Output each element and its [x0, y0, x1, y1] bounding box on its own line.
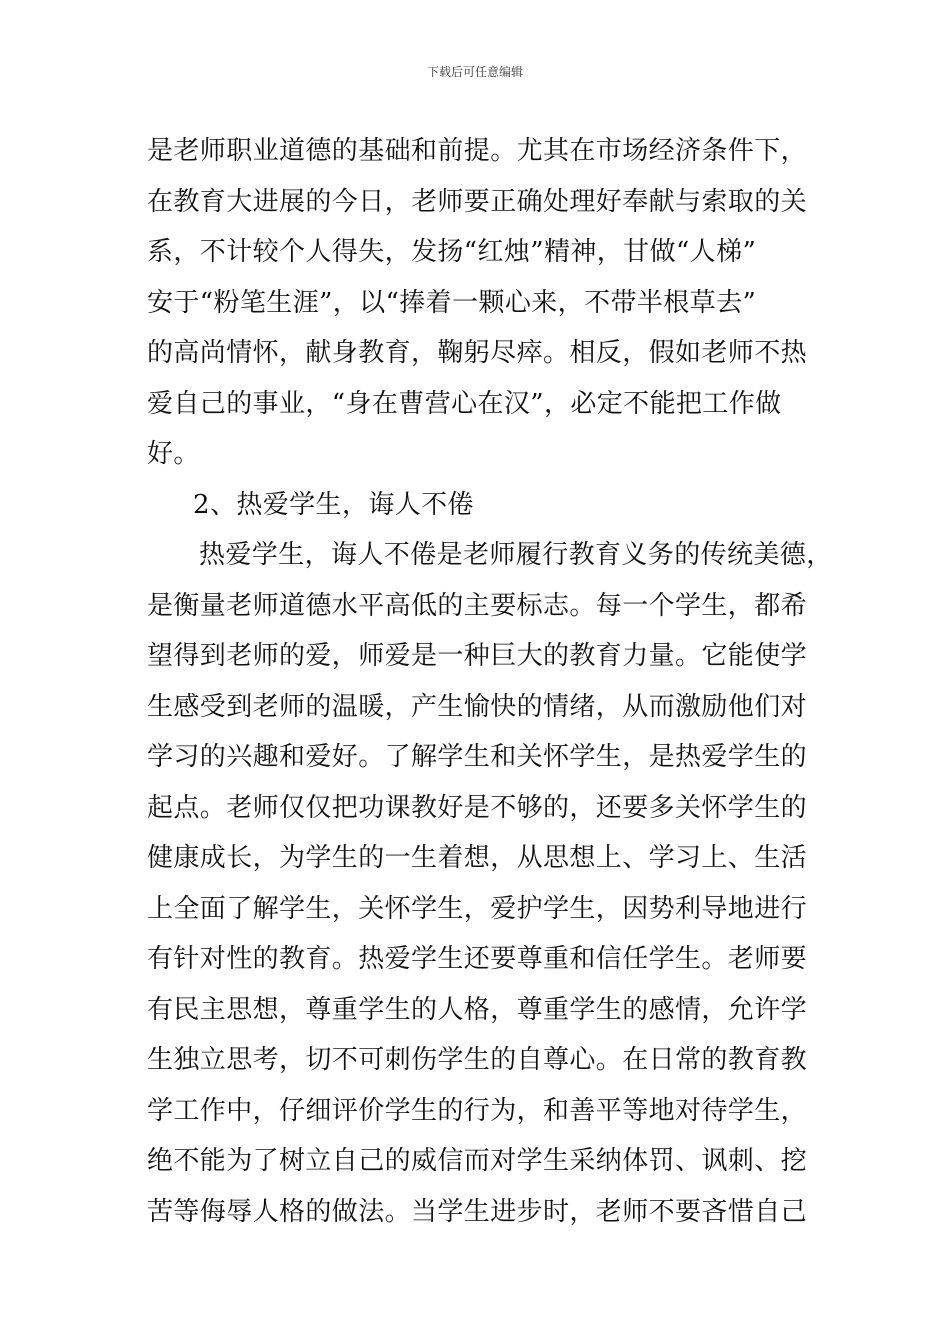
paragraph-line: 系，不计较个人得失，发扬“红烛”精神，甘做“人梯” — [147, 237, 757, 267]
paragraph-line: 起点。老师仅仅把功课教好是不够的，还要多关怀学生的 — [147, 792, 808, 823]
paragraph-line: 安于“粉笔生涯”，以“捧着一颗心来，不带半根草去” — [147, 287, 757, 318]
paragraph-line: 爱自己的事业，“身在曹营心在汉”，必定不能把工作做 — [147, 388, 782, 419]
paragraph-line: 望得到老师的爱，师爱是一种巨大的教育力量。它能使学 — [147, 641, 808, 671]
paragraph-line: 热爱学生，诲人不倦是老师履行教育义务的传统美德， — [199, 540, 833, 570]
paragraph-line: 健康成长，为学生的一生着想，从思想上、学习上、生活 — [147, 843, 808, 873]
paragraph-line: 上全面了解学生，关怀学生，爱护学生，因势利导地进行 — [147, 893, 808, 924]
paragraph-line: 绝不能为了树立自己的威信而对学生采纳体罚、讽刺、挖 — [147, 1146, 808, 1176]
paragraph-line: 有民主思想，尊重学生的人格，尊重学生的感情，允许学 — [147, 994, 808, 1025]
paragraph-line: 学习的兴趣和爱好。了解学生和关怀学生，是热爱学生的 — [147, 742, 808, 772]
section-heading: 2、热爱学生，诲人不倦 — [193, 489, 474, 520]
paragraph-line: 的高尚情怀，献身教育，鞠躬尽瘁。相反，假如老师不热 — [147, 338, 808, 368]
paragraph-line: 生感受到老师的温暖，产生愉快的情绪，从而激励他们对 — [147, 691, 808, 722]
paragraph-line: 是老师职业道德的基础和前提。尤其在市场经济条件下， — [147, 136, 808, 166]
paragraph-line: 是衡量老师道德水平高低的主要标志。每一个学生，都希 — [147, 590, 808, 621]
paragraph-2 — [147, 530, 833, 1237]
paragraph-line: 好。 — [147, 439, 200, 469]
paragraph-line: 有针对性的教育。热爱学生还要尊重和信任学生。老师要 — [147, 944, 808, 974]
paragraph-line: 生独立思考，切不可刺伤学生的自尊心。在日常的教育教 — [147, 1045, 808, 1075]
document-body — [147, 126, 833, 1237]
paragraph-line: 苦等侮辱人格的做法。当学生进步时，老师不要吝惜自己 — [147, 1196, 808, 1227]
paragraph-1 — [147, 126, 817, 480]
page-header: 下载后可任意编辑 — [426, 65, 523, 79]
paragraph-line: 在教育大进展的今日，老师要正确处理好奉献与索取的关 — [147, 186, 808, 217]
paragraph-line: 学工作中，仔细评价学生的行为，和善平等地对待学生， — [147, 1095, 808, 1126]
